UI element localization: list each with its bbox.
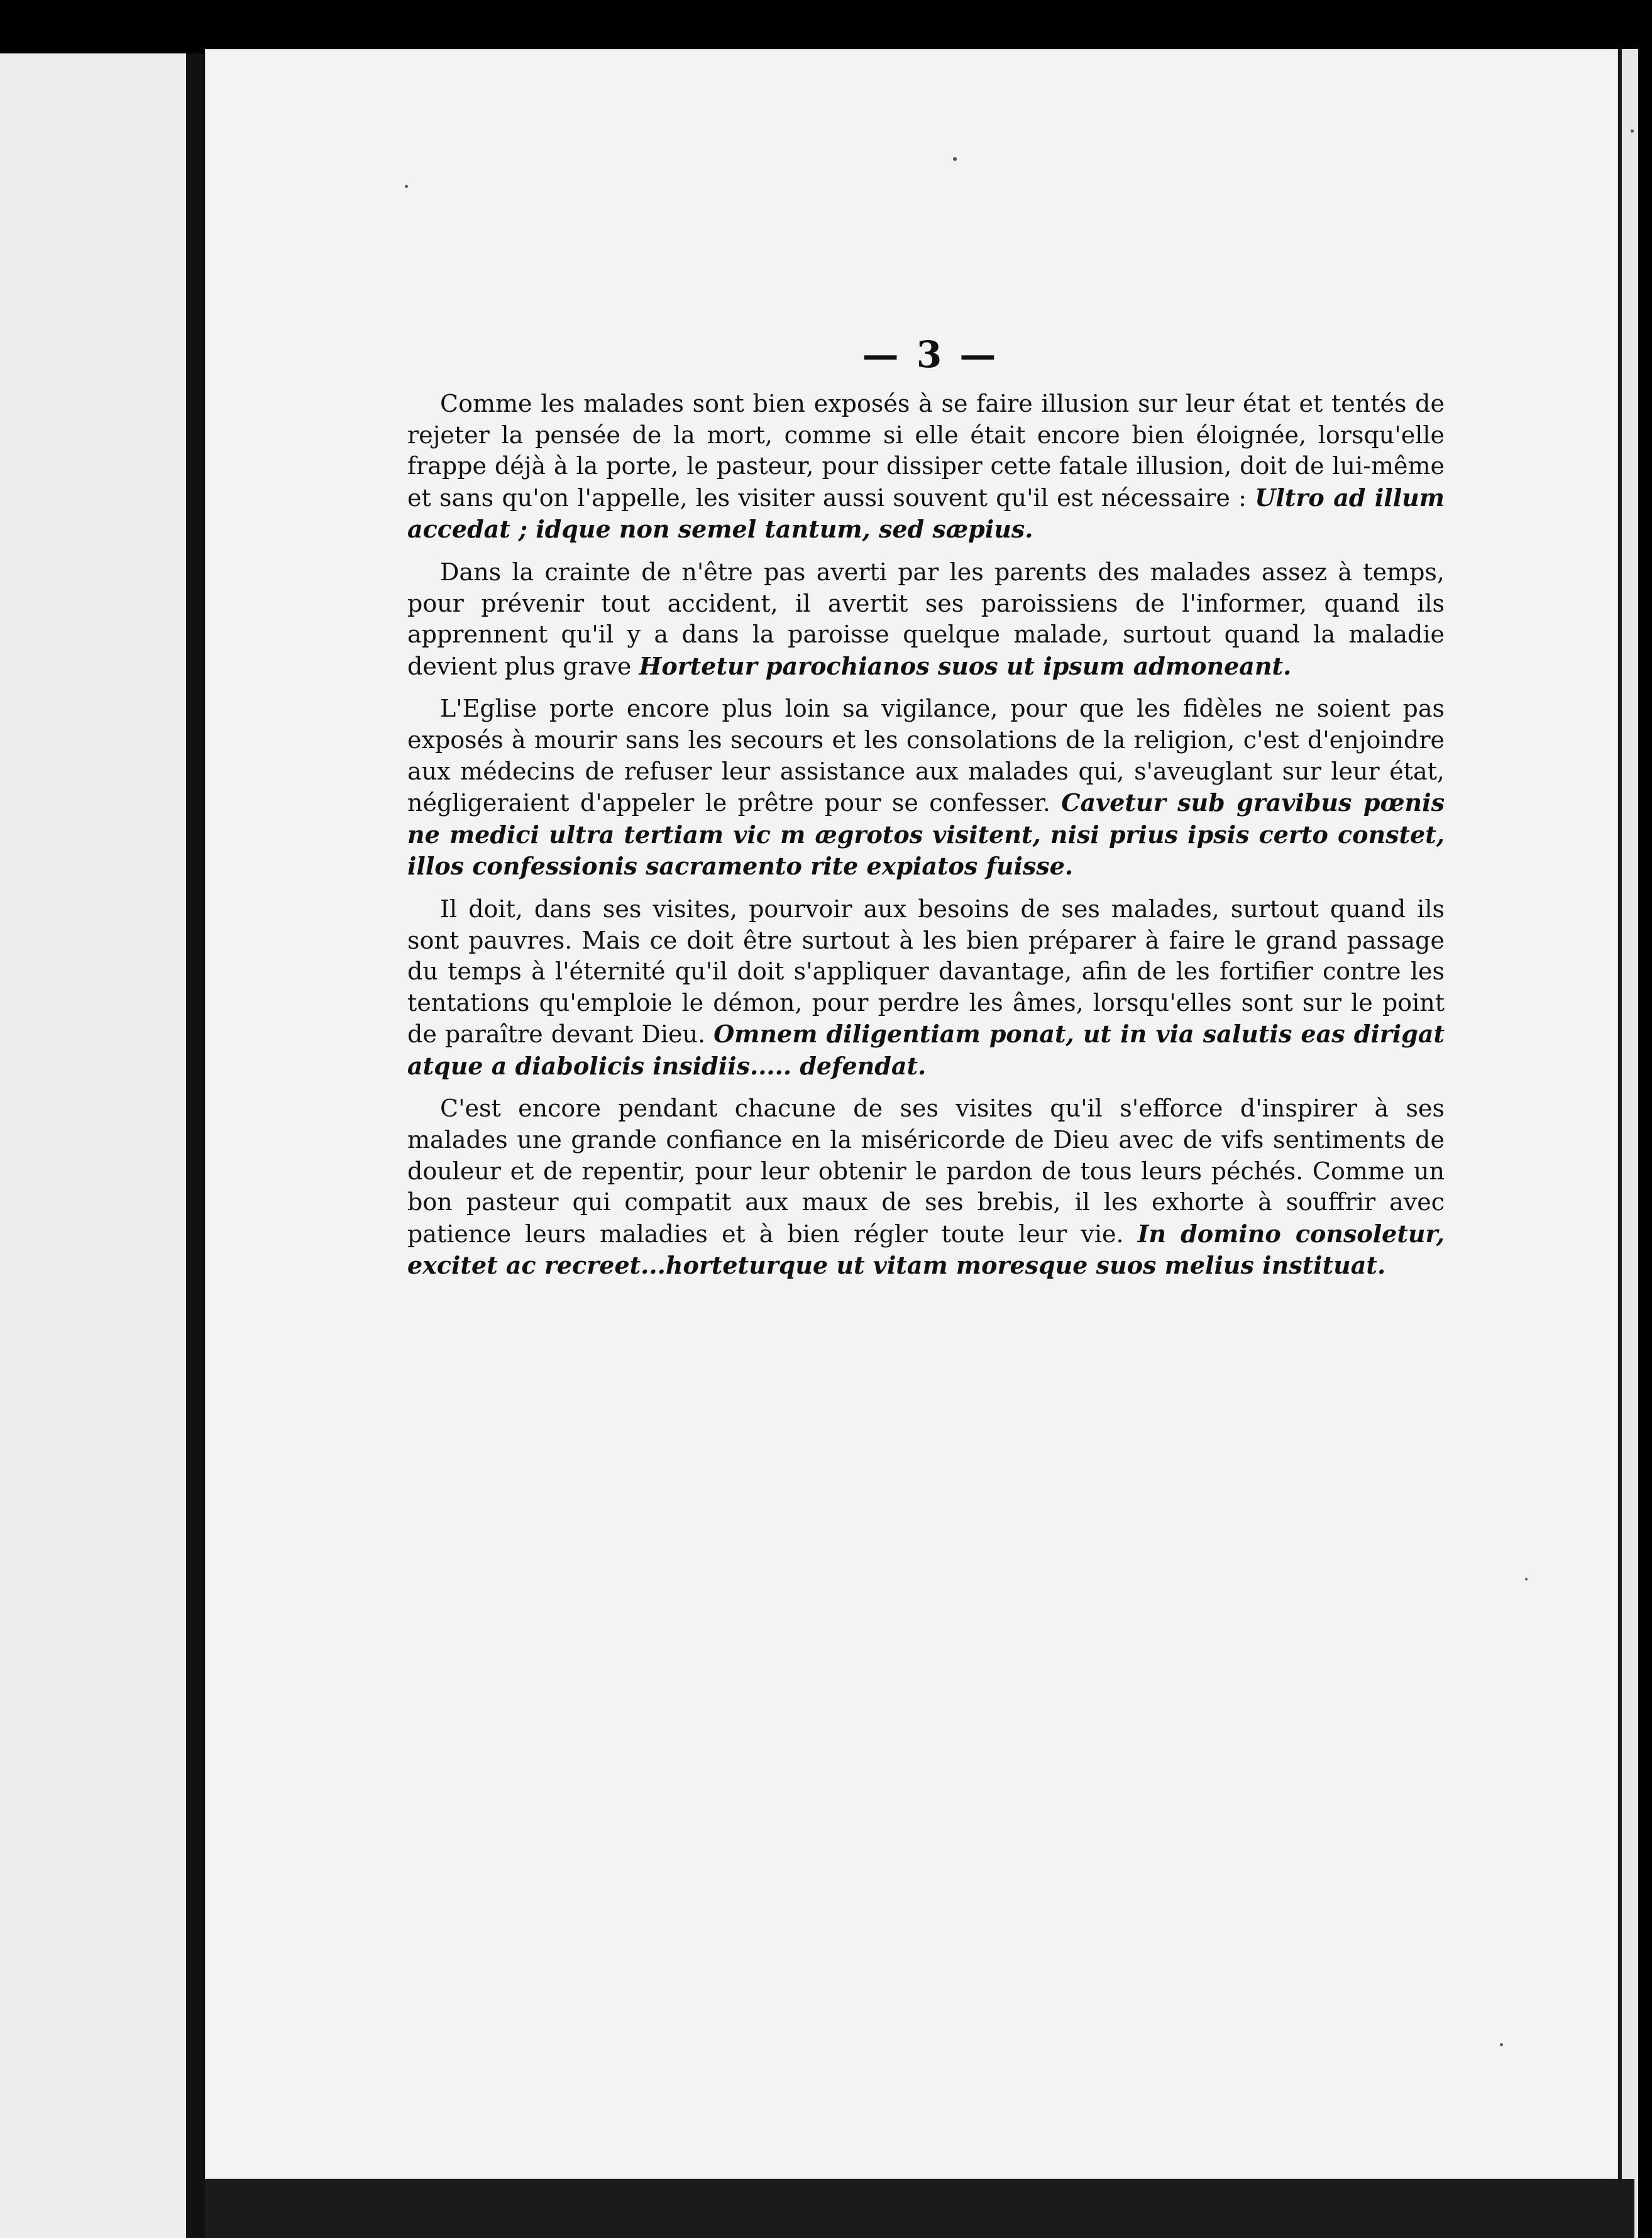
latin-quote: Hortetur parochianos suos ut ipsum admoneant. [639, 651, 1292, 680]
latin-quote: Cavetur sub gravibus pœnis ne medici ultra tertiam vic m ægrotos visitent, nisi prius ipsis certo constet, illos confessionis sacramento rite expiatos fuisse. [407, 788, 1445, 881]
binding-gutter [186, 53, 205, 2238]
previous-page-edge [0, 53, 186, 2238]
paragraph-3 [407, 693, 1445, 883]
latin-quote: In domino consoletur, excitet ac recreet...horteturque ut vitam moresque suos melius instituat. [407, 1219, 1445, 1280]
next-page-edge [1618, 49, 1638, 2238]
paragraph-text: Il doit, dans ses visites, pourvoir aux besoins de ses malades, surtout quand ils sont pauvres. Mais ce doit être surtout à les bien préparer à faire le grand passage du temps à l'éternité qu'il doit s'appliquer davantage, afin de les fortifier contre les tentations qu'emploie le démon, pour perdre les âmes, lorsqu'elles sont sur le point de paraître devant Dieu. [407, 895, 1445, 1049]
page-number: — 3 — [862, 333, 999, 376]
paragraph-text: Dans la crainte de n'être pas averti par les parents des malades assez à temps, pour prévenir tout accident, il avertit ses paroissiens de l'informer, quand ils apprennent qu'il y a dans la paroisse quelque malade, surtout quand la maladie devient plus grave [407, 558, 1445, 680]
document-page [205, 49, 1618, 2179]
paragraph-5 [407, 1093, 1445, 1282]
paper-speck [1525, 1578, 1528, 1580]
paper-speck [1500, 2043, 1503, 2046]
paragraph-1 [407, 389, 1445, 546]
scan-bottom-border [205, 2179, 1634, 2238]
paragraph-2 [407, 557, 1445, 682]
body-text [407, 389, 1445, 1293]
paragraph-text: C'est encore pendant chacune de ses visites qu'il s'efforce d'inspirer à ses malades une grande confiance en la miséricorde de Dieu avec de vifs sentiments de douleur et de repentir, pour leur obtenir le pardon de tous leurs péchés. Comme un bon pasteur qui compatit aux maux de ses brebis, il les exhorte à souffrir avec patience leurs maladies et à bien régler toute leur vie. [407, 1094, 1445, 1248]
paper-speck [953, 157, 957, 161]
paragraph-4 [407, 894, 1445, 1083]
paper-speck [1631, 130, 1634, 133]
paragraph-text: L'Eglise porte encore plus loin sa vigilance, pour que les fidèles ne soient pas exposés à mourir sans les secours et les consolations de la religion, c'est d'enjoindre aux médecins de refuser leur assistance aux malades qui, s'aveuglant sur leur état, négligeraient d'appeler le prêtre pour se confesser. [407, 695, 1445, 817]
latin-quote: Omnem diligentiam ponat, ut in via salutis eas dirigat atque a diabolicis insidiis..... defendat. [407, 1020, 1445, 1080]
paragraph-text: Comme les malades sont bien exposés à se faire illusion sur leur état et tentés de rejeter la pensée de la mort, comme si elle était encore bien éloignée, lorsqu'elle frappe déjà à la porte, le pasteur, pour dissiper cette fatale illusion, doit de lui-même et sans qu'on l'appelle, les visiter aussi souvent qu'il est nécessaire : [407, 390, 1445, 512]
paper-speck [405, 185, 408, 188]
latin-quote: Ultro ad illum accedat ; idque non semel tantum, sed sæpius. [407, 483, 1445, 544]
